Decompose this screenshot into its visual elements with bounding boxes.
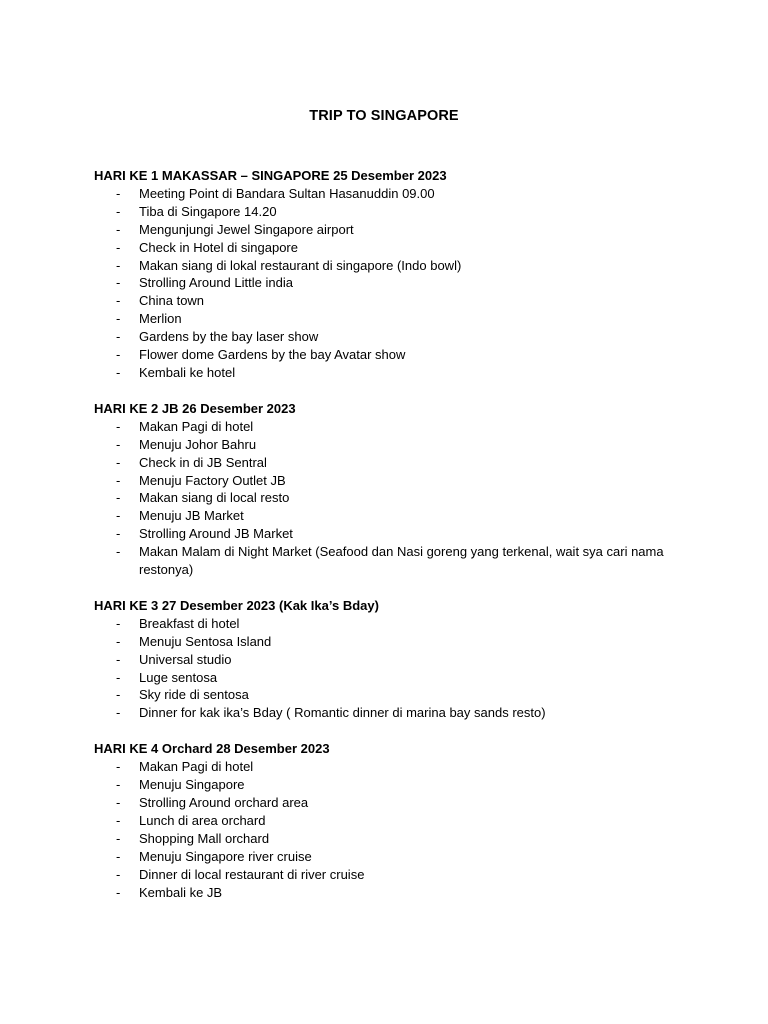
- dash-bullet: -: [116, 454, 121, 470]
- activity-item: [94, 525, 694, 543]
- activity-text: Tiba di Singapore 14.20: [139, 203, 277, 219]
- activity-item: [94, 346, 694, 364]
- activity-text: Mengunjungi Jewel Singapore airport: [139, 221, 354, 237]
- activity-item: [94, 776, 694, 794]
- activity-item: [94, 866, 694, 884]
- dash-bullet: -: [116, 812, 121, 828]
- activity-item: [94, 489, 694, 507]
- activity-text: Menuju Johor Bahru: [139, 436, 257, 452]
- dash-bullet: -: [116, 651, 121, 667]
- activity-text: Menuju Singapore: [139, 777, 245, 793]
- dash-bullet: -: [116, 795, 121, 810]
- activity-text: Makan Pagi di hotel: [139, 418, 254, 434]
- dash-bullet: -: [116, 705, 121, 721]
- activity-text: Makan Pagi di hotel: [139, 759, 254, 775]
- activity-item: [94, 543, 694, 579]
- activity-text: Luge sentosa: [139, 669, 218, 685]
- activity-text: China town: [139, 293, 205, 309]
- dash-bullet: -: [116, 884, 121, 900]
- activity-item: [94, 704, 694, 722]
- activity-item: [94, 686, 694, 704]
- activity-item: [94, 292, 694, 310]
- day-heading: HARI KE 1 MAKASSAR – SINGAPORE 25 Desember 2023: [94, 168, 447, 183]
- activity-item: [94, 239, 694, 257]
- activity-item: [94, 185, 694, 203]
- activity-text: Strolling Around JB Market: [139, 526, 293, 542]
- activity-text: Kembali ke JB: [139, 884, 223, 900]
- dash-bullet: -: [116, 221, 121, 237]
- activity-item: [94, 364, 694, 382]
- document-title: TRIP TO SINGAPORE: [309, 108, 459, 124]
- dash-bullet: -: [116, 311, 121, 327]
- activity-item: [94, 633, 694, 651]
- activity-item: [94, 758, 694, 776]
- dash-bullet: -: [116, 508, 121, 524]
- day-heading: HARI KE 3 27 Desember 2023 (Kak Ika’s Bday): [94, 597, 379, 613]
- dash-bullet: -: [116, 633, 121, 649]
- dash-bullet: -: [116, 347, 121, 363]
- dash-bullet: -: [116, 436, 121, 452]
- activity-item: [94, 472, 694, 490]
- dash-bullet: -: [116, 329, 121, 345]
- dash-bullet: -: [116, 669, 121, 685]
- activity-text: Makan Malam di Night Market (Seafood dan Nasi goreng yang terkenal, wait sya cari nama restonya): [139, 544, 664, 578]
- activity-text: Merlion: [139, 311, 182, 327]
- day-section-1: [94, 167, 694, 382]
- dash-bullet: -: [116, 364, 121, 380]
- activity-list: [94, 185, 694, 382]
- day-heading: HARI KE 4 Orchard 28 Desember 2023: [94, 741, 330, 757]
- activity-text: Check in Hotel di singapore: [139, 239, 298, 255]
- dash-bullet: -: [116, 257, 121, 273]
- day-section-4: [94, 740, 694, 901]
- activity-text: Universal studio: [139, 651, 232, 667]
- activity-item: [94, 221, 694, 239]
- activity-text: Flower dome Gardens by the bay Avatar show: [139, 347, 406, 363]
- activity-item: [94, 257, 694, 275]
- activity-text: Menuju JB Market: [139, 508, 244, 524]
- dash-bullet: -: [116, 418, 121, 434]
- activity-text: Check in di JB Sentral: [139, 454, 267, 470]
- activity-item: [94, 274, 694, 292]
- activity-text: Lunch di area orchard: [139, 812, 266, 828]
- activity-item: [94, 884, 694, 902]
- dash-bullet: -: [116, 544, 121, 560]
- activity-item: [94, 310, 694, 328]
- activity-text: Makan siang di local resto: [139, 490, 290, 506]
- activity-text: Shopping Mall orchard: [139, 830, 270, 846]
- activity-text: Makan siang di lokal restaurant di singapore (Indo bowl): [139, 257, 462, 273]
- dash-bullet: -: [116, 777, 121, 793]
- activity-text: Strolling Around orchard area: [139, 795, 309, 810]
- activity-text: Meeting Point di Bandara Sultan Hasanuddin 09.00: [139, 185, 435, 201]
- activity-text: Menuju Factory Outlet JB: [139, 472, 286, 488]
- activity-item: [94, 328, 694, 346]
- dash-bullet: -: [116, 615, 121, 631]
- dash-bullet: -: [116, 239, 121, 255]
- activity-item: [94, 436, 694, 454]
- activity-item: [94, 830, 694, 848]
- dash-bullet: -: [116, 275, 121, 291]
- dash-bullet: -: [116, 472, 121, 488]
- activity-item: [94, 203, 694, 221]
- activity-item: [94, 507, 694, 525]
- activity-text: Kembali ke hotel: [139, 364, 236, 380]
- activity-text: Dinner for kak ika’s Bday ( Romantic dinner di marina bay sands resto): [139, 705, 546, 721]
- day-section-3: [94, 597, 694, 722]
- activity-text: Sky ride di sentosa: [139, 687, 249, 703]
- activity-text: Dinner di local restaurant di river cruise: [139, 866, 365, 882]
- dash-bullet: -: [116, 526, 121, 542]
- activity-text: Menuju Singapore river cruise: [139, 848, 312, 864]
- dash-bullet: -: [116, 185, 121, 201]
- activity-item: [94, 454, 694, 472]
- activity-list: [94, 615, 694, 722]
- dash-bullet: -: [116, 490, 121, 506]
- dash-bullet: -: [116, 687, 121, 703]
- itinerary-content: [94, 167, 694, 919]
- activity-list: [94, 418, 694, 579]
- dash-bullet: -: [116, 759, 121, 775]
- activity-text: Breakfast di hotel: [139, 615, 240, 631]
- day-section-2: [94, 400, 694, 579]
- activity-text: Gardens by the bay laser show: [139, 329, 319, 345]
- activity-item: [94, 848, 694, 866]
- activity-list: [94, 758, 694, 901]
- activity-item: [94, 669, 694, 687]
- dash-bullet: -: [116, 203, 121, 219]
- activity-item: [94, 418, 694, 436]
- dash-bullet: -: [116, 866, 121, 882]
- activity-item: [94, 812, 694, 830]
- activity-item: [94, 794, 694, 812]
- activity-text: Strolling Around Little india: [139, 275, 293, 291]
- dash-bullet: -: [116, 293, 121, 309]
- day-heading: HARI KE 2 JB 26 Desember 2023: [94, 400, 296, 416]
- activity-item: [94, 615, 694, 633]
- dash-bullet: -: [116, 830, 121, 846]
- activity-item: [94, 651, 694, 669]
- dash-bullet: -: [116, 848, 121, 864]
- activity-text: Menuju Sentosa Island: [139, 633, 272, 649]
